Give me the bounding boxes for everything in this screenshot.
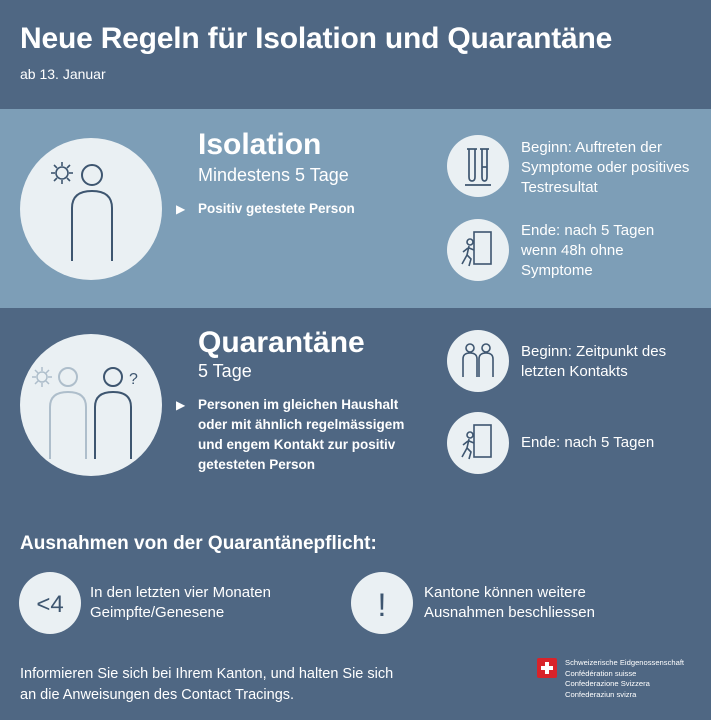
- isolation-person-icon: [20, 138, 162, 280]
- quarantine-end: Ende: nach 5 Tagen: [521, 434, 655, 451]
- confederation-de: Schweizerische Eidgenossenschaft: [565, 658, 685, 667]
- confederation-rm: Confederaziun svizra: [565, 689, 637, 699]
- quarantine-bullet: [176, 395, 408, 475]
- exceptions-heading: Ausnahmen von der Quarantänepflicht:: [20, 533, 377, 554]
- less-than-four-icon: [19, 572, 81, 634]
- exit-door-icon: [447, 219, 509, 281]
- bullet-arrow-icon: ▶: [176, 202, 186, 216]
- two-people-icon: [447, 330, 509, 392]
- exclamation-icon: [351, 572, 413, 634]
- isolation-bullet-text: Positiv getestete Person: [198, 201, 355, 216]
- confederation-fr: Confédération suisse: [565, 668, 637, 678]
- less-than-four-text: <4: [36, 591, 64, 618]
- isolation-begin: Beginn: Auftreten der Symptome oder positives Testresultat: [521, 139, 690, 196]
- exception-vaccinated: In den letzten vier Monaten Geimpfte/Genesene: [90, 584, 271, 621]
- quarantine-title: Quarantäne: [198, 326, 365, 359]
- confederation-names: [565, 658, 684, 700]
- virus-icon: [51, 162, 73, 184]
- exception-cantons: Kantone können weitere Ausnahmen beschliessen: [424, 584, 595, 621]
- quarantine-begin: Beginn: Zeitpunkt des letzten Kontakts: [521, 343, 667, 380]
- isolation-duration: Mindestens 5 Tage: [198, 165, 349, 185]
- isolation-end: Ende: nach 5 Tagen wenn 48h ohne Symptome: [521, 222, 655, 279]
- page-subtitle: ab 13. Januar: [20, 66, 106, 82]
- footer-text: Informieren Sie sich bei Ihrem Kanton, und halten Sie sich an die Anweisungen des Contact Tracings.: [20, 666, 394, 703]
- test-tubes-icon: [447, 135, 509, 197]
- exclamation-text: !: [377, 587, 387, 623]
- confederation-it: Confederazione Svizzera: [565, 679, 650, 689]
- swiss-cross-icon: [537, 658, 557, 678]
- isolation-title: Isolation: [198, 128, 322, 161]
- virus-icon: [32, 367, 52, 387]
- confederation-logo: [537, 658, 707, 708]
- quarantine-bullet-text: Personen im gleichen Haushalt oder mit ähnlich regelmässigem und engem Kontakt zur positiv getesteten Person: [198, 397, 405, 472]
- question-mark-icon: ?: [129, 371, 138, 388]
- exit-door-icon: [447, 412, 509, 474]
- isolation-bullet: [176, 199, 438, 219]
- page-title: Neue Regeln für Isolation und Quarantäne: [20, 22, 613, 55]
- bullet-arrow-icon: ▶: [176, 398, 186, 412]
- quarantine-people-icon: [20, 334, 162, 476]
- quarantine-duration: 5 Tage: [198, 361, 252, 381]
